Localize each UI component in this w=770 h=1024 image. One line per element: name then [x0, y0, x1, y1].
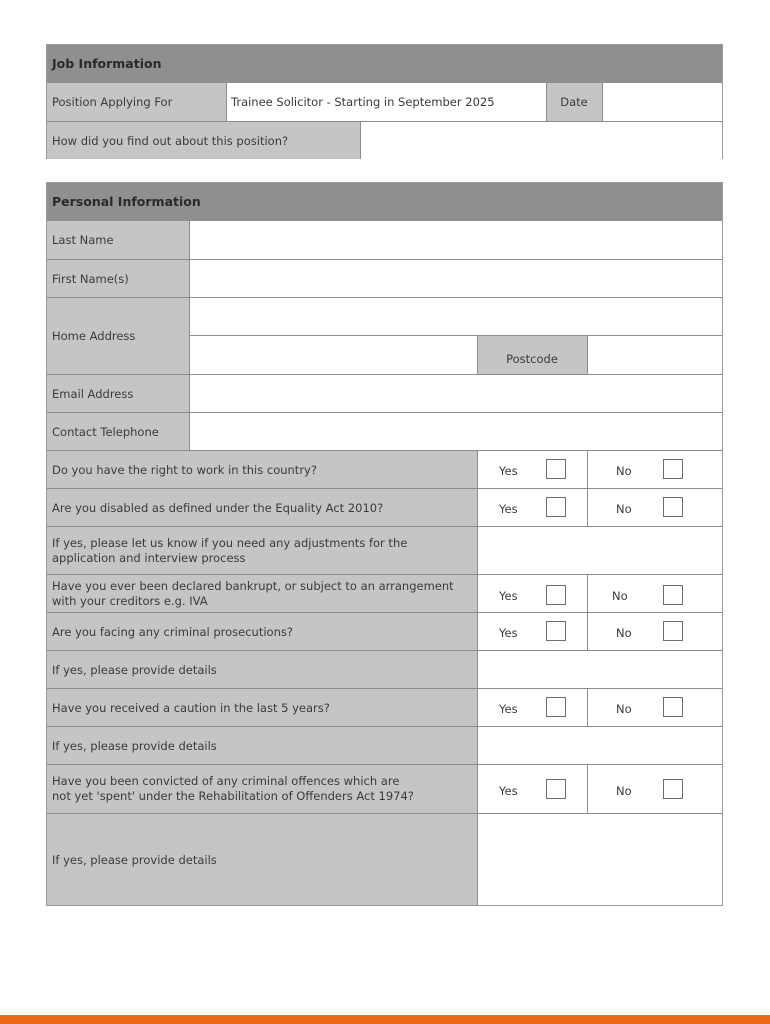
postcode-field[interactable]: [587, 336, 722, 374]
yes-label: Yes: [499, 502, 518, 516]
divider: [47, 764, 722, 765]
yes-label: Yes: [499, 784, 518, 798]
divider: [477, 451, 478, 905]
job-information-table: [46, 44, 723, 159]
divider: [189, 221, 190, 450]
home-address-line2-field[interactable]: [189, 336, 477, 374]
yes-label: Yes: [499, 589, 518, 603]
disabled-question: Are you disabled as defined under the Equality Act 2010?: [47, 489, 477, 526]
divider: [47, 412, 722, 413]
yes-label: Yes: [499, 626, 518, 640]
divider: [47, 297, 722, 298]
prosecutions-question: Are you facing any criminal prosecutions?: [47, 613, 477, 650]
divider: [587, 336, 588, 374]
prosecutions-yes-checkbox[interactable]: [546, 621, 566, 641]
bankrupt-question-line1: Have you ever been declared bankrupt, or subject to an arrangement: [52, 578, 454, 593]
prosecutions-details-label: If yes, please provide details: [47, 651, 477, 688]
how-found-label: How did you find out about this position?: [47, 122, 360, 159]
convicted-details-label: If yes, please provide details: [47, 814, 477, 905]
divider: [47, 374, 722, 375]
divider: [360, 122, 361, 159]
no-label: No: [616, 784, 632, 798]
divider: [546, 83, 547, 121]
position-applying-label: Position Applying For: [47, 83, 226, 121]
email-field[interactable]: [189, 375, 722, 412]
footer-accent-bar: [0, 1015, 770, 1024]
divider: [47, 259, 722, 260]
divider: [189, 335, 722, 336]
divider: [47, 726, 722, 727]
divider: [226, 83, 227, 121]
divider: [587, 575, 588, 650]
caution-yes-checkbox[interactable]: [546, 697, 566, 717]
caution-no-checkbox[interactable]: [663, 697, 683, 717]
no-label: No: [616, 626, 632, 640]
no-label: No: [616, 464, 632, 478]
first-name-field[interactable]: [189, 260, 722, 297]
position-applying-field[interactable]: Trainee Solicitor - Starting in September 2025: [226, 83, 546, 121]
divider: [47, 688, 722, 689]
date-label: Date: [546, 83, 602, 121]
telephone-label: Contact Telephone: [47, 413, 189, 450]
no-label: No: [612, 589, 628, 603]
bankrupt-yes-checkbox[interactable]: [546, 585, 566, 605]
convicted-no-checkbox[interactable]: [663, 779, 683, 799]
adjustments-question-line1: If yes, please let us know if you need any adjustments for the: [52, 535, 408, 550]
divider: [587, 451, 588, 526]
divider: [477, 336, 478, 374]
caution-details-field[interactable]: [477, 727, 722, 764]
personal-information-table: [46, 182, 723, 906]
how-found-field[interactable]: [360, 122, 722, 159]
bankrupt-question: [47, 575, 477, 612]
convicted-question: [47, 765, 477, 813]
postcode-label: Postcode: [477, 336, 587, 374]
divider: [47, 650, 722, 651]
convicted-question-line2: not yet 'spent' under the Rehabilitation of Offenders Act 1974?: [52, 789, 414, 803]
divider: [47, 813, 722, 814]
home-address-line1-field[interactable]: [189, 298, 722, 335]
right-to-work-question: Do you have the right to work in this country?: [47, 451, 477, 488]
caution-details-label: If yes, please provide details: [47, 727, 477, 764]
divider: [587, 689, 588, 726]
home-address-label: Home Address: [47, 298, 189, 374]
divider: [602, 83, 603, 121]
right-to-work-yes-checkbox[interactable]: [546, 459, 566, 479]
no-label: No: [616, 702, 632, 716]
adjustments-field[interactable]: [477, 527, 722, 574]
convicted-question-line1: Have you been convicted of any criminal offences which are: [52, 774, 400, 788]
personal-information-header: Personal Information: [47, 183, 722, 221]
prosecutions-no-checkbox[interactable]: [663, 621, 683, 641]
disabled-no-checkbox[interactable]: [663, 497, 683, 517]
convicted-yes-checkbox[interactable]: [546, 779, 566, 799]
date-field[interactable]: [602, 83, 722, 121]
yes-label: Yes: [499, 702, 518, 716]
last-name-label: Last Name: [47, 221, 189, 259]
job-information-header: Job Information: [47, 45, 722, 83]
no-label: No: [616, 502, 632, 516]
telephone-field[interactable]: [189, 413, 722, 450]
bankrupt-question-line2: with your creditors e.g. IVA: [52, 593, 208, 608]
divider: [47, 121, 722, 122]
divider: [47, 488, 722, 489]
divider: [47, 574, 722, 575]
first-name-label: First Name(s): [47, 260, 189, 297]
caution-question: Have you received a caution in the last 5 years?: [47, 689, 477, 726]
email-label: Email Address: [47, 375, 189, 412]
adjustments-question: [47, 527, 477, 574]
divider: [587, 765, 588, 813]
bankrupt-no-checkbox[interactable]: [663, 585, 683, 605]
divider: [47, 526, 722, 527]
disabled-yes-checkbox[interactable]: [546, 497, 566, 517]
prosecutions-details-field[interactable]: [477, 651, 722, 688]
last-name-field[interactable]: [189, 221, 722, 259]
divider: [47, 450, 722, 451]
yes-label: Yes: [499, 464, 518, 478]
convicted-details-field[interactable]: [477, 814, 722, 905]
divider: [47, 612, 722, 613]
right-to-work-no-checkbox[interactable]: [663, 459, 683, 479]
adjustments-question-line2: application and interview process: [52, 550, 246, 565]
